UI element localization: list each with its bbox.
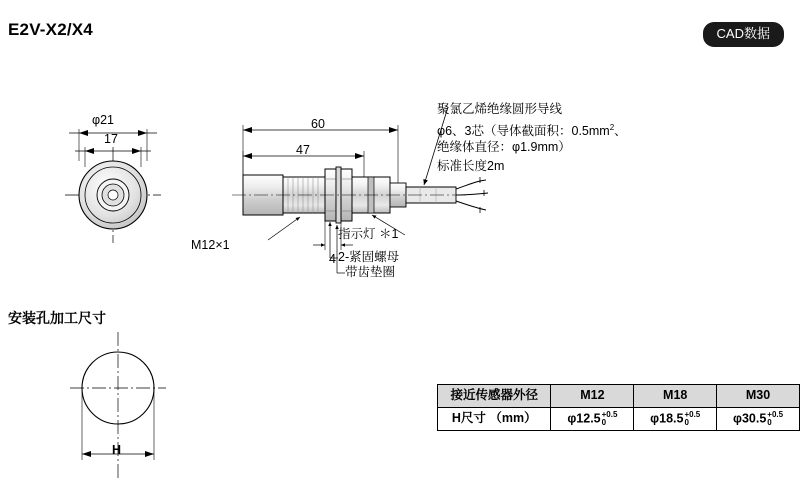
value-tolerance-m18 (684, 411, 700, 427)
table-header-cell-3: M30 (717, 385, 800, 408)
side-view (232, 167, 488, 223)
dim-label-m12x1: M12×1 (191, 238, 230, 252)
mounting-hole-svg (40, 330, 240, 490)
value-tolerance-m30 (767, 411, 783, 427)
table-header-row (438, 385, 800, 408)
table-header-cell-2: M18 (634, 385, 717, 408)
tol-upper-m12: +0.5 (601, 409, 618, 419)
tol-lower-m12: 0 (601, 417, 607, 427)
mounting-hole-drawing (40, 330, 240, 490)
callout-indicator: 指示灯 ＊1 (338, 227, 399, 241)
product-drawing-svg (0, 95, 800, 295)
tol-lower-m18: 0 (684, 417, 689, 427)
table-header-cell-1: M12 (551, 385, 634, 408)
dim-label-17: 17 (104, 132, 118, 146)
value-base-m18: φ18.5 (650, 410, 684, 425)
hole-dimension-table (437, 384, 800, 431)
dim-60 (243, 125, 398, 183)
front-view (65, 147, 161, 243)
tol-upper-m18: +0.5 (684, 409, 701, 419)
value-tolerance-m12 (602, 411, 618, 427)
dim-label-h: H (112, 443, 122, 457)
table-header-cell-0: 接近传感器外径 (438, 385, 551, 408)
callout-cable-line1: 聚氯乙烯绝缘圆形导线 (437, 102, 563, 116)
tol-upper-m30: +0.5 (767, 409, 784, 419)
dim-label-60: 60 (311, 117, 325, 131)
callout-cable-line2-sup: 2 (609, 123, 615, 132)
page-title: E2V-X2/X4 (8, 20, 93, 39)
table-row (438, 407, 800, 430)
dim-label-47: 47 (296, 143, 310, 157)
callout-nuts: 2-紧固螺母 (338, 250, 400, 264)
main-product-drawing (0, 95, 800, 295)
callout-cable-line3: 绝缘体直径：φ1.9mm） (437, 140, 571, 154)
table-cell-m18 (634, 407, 717, 430)
table-row-label: H尺寸 （mm） (438, 407, 551, 430)
table-cell-m30 (717, 407, 800, 430)
cad-data-badge[interactable]: CAD数据 (703, 22, 784, 47)
mounting-hole-heading: 安装孔加工尺寸 (8, 310, 106, 326)
callout-washer: 带齿垫圈 (345, 265, 396, 279)
callout-cable-line2 (437, 120, 627, 139)
dim-label-4: 4 (329, 252, 336, 266)
callout-cable-line4: 标准长度2m (437, 159, 505, 173)
dim-label-phi21: φ21 (92, 113, 115, 127)
table-cell-m12 (551, 407, 634, 430)
callout-cable-line2-b: 、 (614, 124, 627, 139)
leader-m12x1 (268, 217, 300, 240)
callout-cable-line2-a: φ6、3芯（导体截面积：0.5mm (437, 124, 610, 139)
value-base-m30: φ30.5 (733, 410, 767, 425)
value-base-m12: φ12.5 (567, 410, 601, 425)
tol-lower-m30: 0 (767, 417, 772, 427)
